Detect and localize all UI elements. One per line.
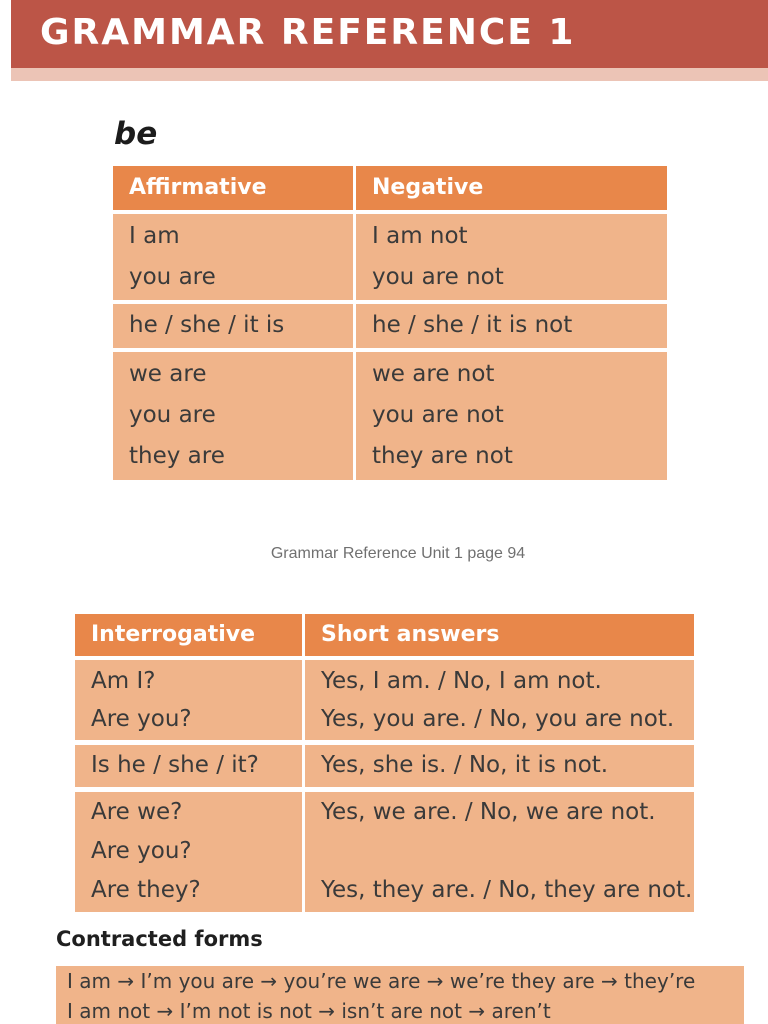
table-cell (75, 792, 302, 912)
table-cell (305, 660, 694, 740)
table-row: Are you? (91, 706, 192, 732)
table-row: he / she / it is not (372, 312, 573, 338)
table-row: Are we? (91, 799, 183, 825)
table-cell (356, 214, 667, 300)
table-row: Yes, we are. / No, we are not. (321, 799, 656, 825)
table-cell (305, 792, 694, 912)
table-cell (356, 304, 667, 348)
table-row: Yes, I am. / No, I am not. (321, 668, 602, 694)
table-row: we are (129, 361, 207, 387)
table-cell (75, 745, 302, 787)
table-cell (356, 352, 667, 480)
table-row: I am (129, 223, 180, 249)
table-row: you are not (372, 402, 504, 428)
table-cell (113, 352, 353, 480)
page-title: GRAMMAR REFERENCE 1 (40, 12, 576, 53)
table-header-affirmative: Affirmative (113, 166, 353, 210)
contracted-forms-line: I am not → I’m not is not → isn’t are not → aren’t (67, 999, 551, 1023)
table-row: they are not (372, 443, 513, 469)
table-row: I am not (372, 223, 468, 249)
be-table (113, 166, 667, 480)
table-header-negative: Negative (356, 166, 667, 210)
table-row: they are (129, 443, 225, 469)
table-row: Am I? (91, 668, 156, 694)
table-row: he / she / it is (129, 312, 285, 338)
table-row: Are you? (91, 838, 192, 864)
table-cell (113, 214, 353, 300)
table-cell (113, 304, 353, 348)
table-row: Yes, they are. / No, they are not. (321, 877, 693, 903)
table-row (321, 832, 694, 871)
table-row: Is he / she / it? (91, 752, 259, 778)
table-header-interrogative: Interrogative (75, 614, 302, 656)
table-row: you are (129, 402, 216, 428)
table-row: Yes, you are. / No, you are not. (321, 706, 675, 732)
table-row: you are (129, 264, 216, 290)
contracted-forms-line: I am → I’m you are → you’re we are → we’re they are → they’re (67, 969, 696, 993)
table-cell (75, 660, 302, 740)
table-cell (305, 745, 694, 787)
header-accent-strip (11, 68, 768, 81)
table-row: Yes, she is. / No, it is not. (321, 752, 609, 778)
section-heading-be: be (114, 116, 158, 152)
interrogative-table (75, 614, 694, 912)
table-row: Are they? (91, 877, 201, 903)
table-row: we are not (372, 361, 495, 387)
contracted-forms-heading: Contracted forms (56, 927, 263, 951)
contracted-forms-box (56, 966, 744, 1024)
table-header-short-answers: Short answers (305, 614, 694, 656)
table-row: you are not (372, 264, 504, 290)
page-caption: Grammar Reference Unit 1 page 94 (270, 545, 526, 562)
